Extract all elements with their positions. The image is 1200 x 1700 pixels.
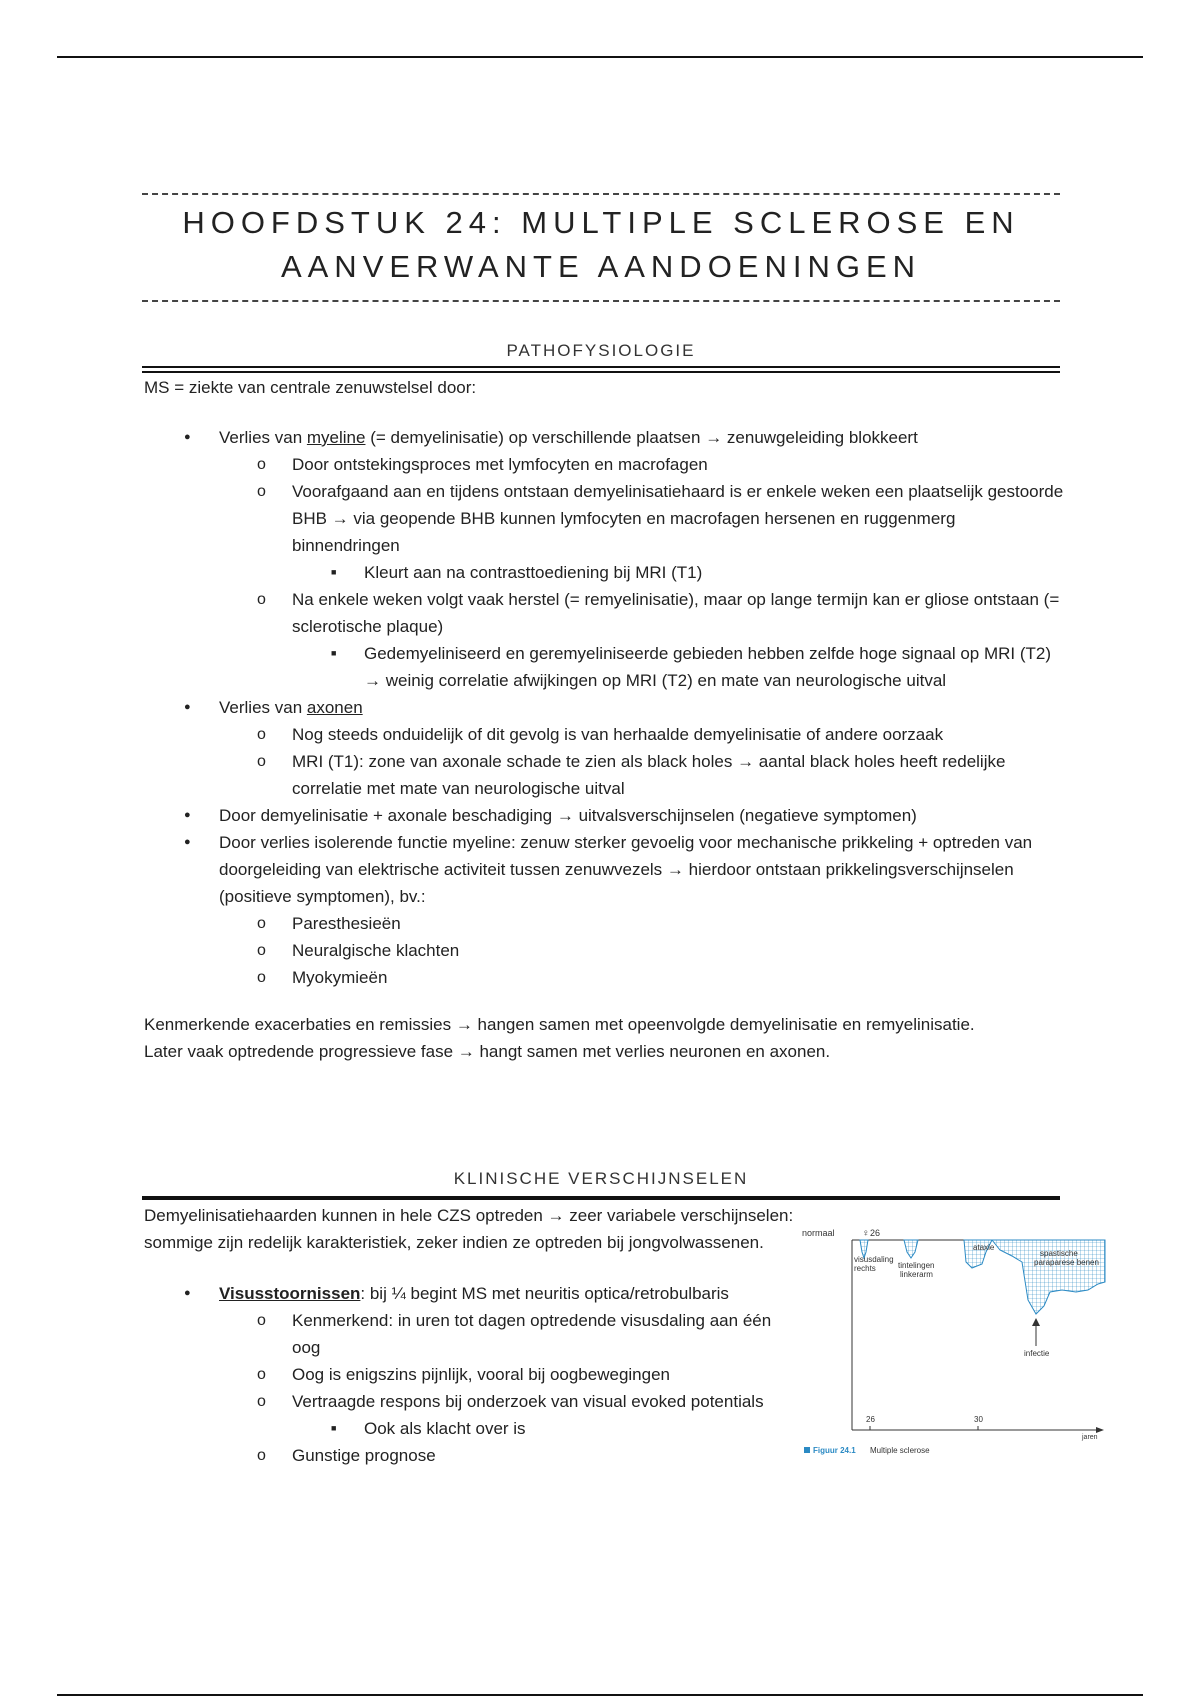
list-item (144, 694, 1064, 721)
chapter-title-box (142, 193, 1060, 302)
label-rechts: rechts (854, 1264, 876, 1273)
list-text: Verlies van (219, 698, 307, 717)
infection-arrowhead (1032, 1318, 1040, 1326)
list-text: (= demyelinisatie) op verschillende plaatsen → zenuwgeleiding blokkeert (365, 428, 918, 447)
caption-text: Multiple sclerose (870, 1446, 930, 1455)
term-myeline: myeline (306, 428, 366, 447)
patho-list (144, 424, 1064, 991)
list-item: o Vertraagde respons bij onderzoek van visual evoked potentials (144, 1388, 794, 1415)
label-tintelingen: tintelingen (898, 1261, 935, 1270)
caption-swatch (804, 1447, 810, 1453)
list-item: o Gunstige prognose (144, 1442, 794, 1469)
list-item (144, 1280, 794, 1307)
label-paraparese: paraparese benen (1034, 1258, 1099, 1267)
label-normaal: normaal (802, 1228, 835, 1238)
klin-list (144, 1280, 794, 1469)
klin-intro: Demyelinisatiehaarden kunnen in hele CZS optreden → zeer variabele verschijnselen: sommige zijn redelijk karakteristiek, zeker indien ze optreden bij jongvolwassenen. (144, 1206, 794, 1252)
klinische-section (144, 1202, 794, 1469)
term-visusstoornissen: Visusstoornissen (219, 1284, 361, 1303)
tick-label-30: 30 (974, 1415, 983, 1424)
list-item: o Myokymieën (144, 964, 1064, 991)
relapse-tintelingen (904, 1240, 918, 1258)
label-visusdaling: visusdaling (854, 1255, 894, 1264)
paragraph-exacerbaties: Kenmerkende exacerbaties en remissies → hangen samen met opeenvolgde demyelinisatie en remyelinisatie. (144, 1015, 975, 1034)
list-item: o MRI (T1): zone van axonale schade te zien als black holes → aantal black holes heeft redelijke correlatie met mate van neurologische uitval (144, 748, 1064, 802)
section-rule (142, 1196, 1060, 1200)
list-item: ● Door verlies isolerende functie myeline: zenuw sterker gevoelig voor mechanische prikkeling + optreden van doorgeleiding van elektrische activiteit tussen zenuwvezels → hierdoor ontstaan prikkelingsverschijnselen (positieve symptomen), bv.: (144, 829, 1064, 910)
list-text: Verlies van (219, 428, 307, 447)
bottom-rule (57, 1694, 1143, 1696)
x-axis-unit: jaren (1082, 1434, 1098, 1441)
list-item: ■ Gedemyeliniseerd en geremyeliniseerde gebieden hebben zelfde hoge signaal op MRI (T2) → weinig correlatie afwijkingen op MRI (T2) en mate van neurologische uitval (144, 640, 1064, 694)
top-rule (57, 56, 1143, 58)
label-ataxie: ataxie (973, 1243, 995, 1252)
figure-ms-course (800, 1222, 1112, 1462)
list-item: o Neuralgische klachten (144, 937, 1064, 964)
ms-course-diagram (800, 1222, 1112, 1462)
list-item: o Nog steeds onduidelijk of dit gevolg is van herhaalde demyelinisatie of andere oorzaak (144, 721, 1064, 748)
x-axis-arrowhead (1096, 1427, 1104, 1433)
section-rule (142, 366, 1060, 373)
chapter-title (142, 195, 1060, 289)
female-symbol: ♀ (862, 1228, 870, 1239)
section-heading-pathofysiologie: PATHOFYSIOLOGIE (506, 341, 696, 360)
list-item: o Voorafgaand aan en tijdens ontstaan demyelinisatiehaard is er enkele weken een plaatselijk gestoorde BHB → via geopende BHB kunnen lymfocyten en macrofagen hersenen en ruggenmerg binnendringen (144, 478, 1064, 559)
list-text: : bij ¼ begint MS met neuritis optica/retrobulbaris (360, 1284, 729, 1303)
chapter-title-line1: HOOFDSTUK 24: MULTIPLE SCLEROSE EN (182, 205, 1020, 240)
list-item: o Door ontstekingsproces met lymfocyten en macrofagen (144, 451, 1064, 478)
list-item: ● Door demyelinisatie + axonale beschadiging → uitvalsverschijnselen (negatieve symptomen) (144, 802, 1064, 829)
paragraph-progressieve-fase: Later vaak optredende progressieve fase → hangt samen met verlies neuronen en axonen. (144, 1042, 831, 1061)
caption-number: Figuur 24.1 (813, 1446, 856, 1455)
list-item (144, 424, 1064, 451)
label-linkerarm: linkerarm (900, 1270, 933, 1279)
term-axonen: axonen (306, 698, 363, 717)
tick-label-26: 26 (866, 1415, 875, 1424)
list-item: o Oog is enigszins pijnlijk, vooral bij oogbewegingen (144, 1361, 794, 1388)
chapter-title-line2: AANVERWANTE AANDOENINGEN (280, 249, 922, 284)
label-infectie: infectie (1024, 1349, 1050, 1358)
label-spastische: spastische (1040, 1249, 1078, 1258)
list-item: ■ Kleurt aan na contrasttoediening bij MRI (T1) (144, 559, 1064, 586)
list-item: ■ Ook als klacht over is (144, 1415, 794, 1442)
patho-intro: MS = ziekte van centrale zenuwstelsel door: (144, 378, 477, 397)
list-item: o Kenmerkend: in uren tot dagen optredende visusdaling aan één oog (144, 1307, 794, 1361)
marker-age: 26 (870, 1228, 881, 1238)
list-item: o Na enkele weken volgt vaak herstel (= remyelinisatie), maar op lange termijn kan er gliose ontstaan (= sclerotische plaque) (144, 586, 1064, 640)
section-heading-klinische-verschijnselen: KLINISCHE VERSCHIJNSELEN (453, 1169, 749, 1188)
list-item: o Paresthesieën (144, 910, 1064, 937)
pathofysiologie-section (144, 374, 1064, 1065)
